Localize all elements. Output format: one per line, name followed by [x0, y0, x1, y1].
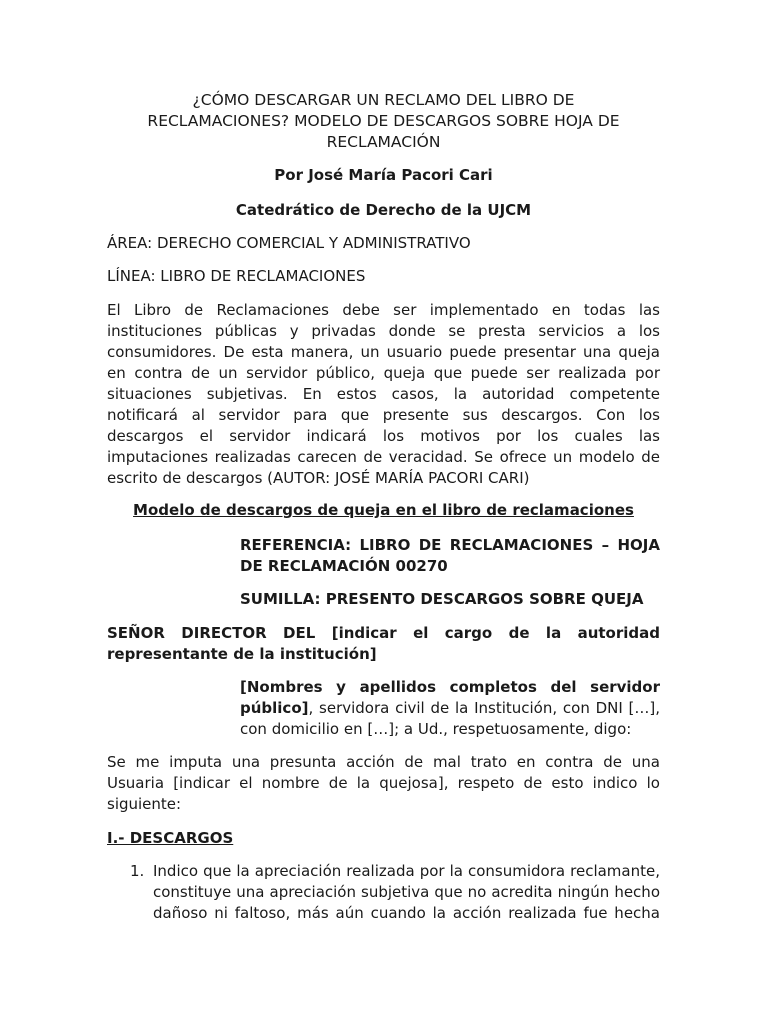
title-line: ¿CÓMO DESCARGAR UN RECLAMO DEL LIBRO DE	[192, 91, 575, 109]
referencia-block	[240, 535, 660, 577]
paragraph-line: Usuaria [indicar el nombre de la quejosa], respeto de esto indico lo	[107, 774, 660, 792]
list-item-line: dañoso ni faltoso, más aún cuando la acción realizada fue hecha	[153, 904, 660, 922]
imputation-paragraph	[107, 752, 660, 815]
paragraph-line: instituciones públicas y privadas donde se presta servicios a los	[107, 322, 660, 340]
section-heading: I.- DESCARGOS	[107, 829, 234, 847]
paragraph-line: El Libro de Reclamaciones debe ser implementado en todas las	[107, 301, 660, 319]
document-title	[107, 90, 660, 153]
paragraph-line: imputaciones realizadas carecen de veracidad. Se ofrece un modelo de	[107, 448, 660, 466]
referencia-line: REFERENCIA: LIBRO DE RECLAMACIONES – HOJA	[240, 536, 660, 554]
petitioner-line: [Nombres y apellidos completos del servidor	[240, 678, 660, 696]
paragraph-line: notificará al servidor para que presente sus descargos. Con los	[107, 406, 660, 424]
list-item-text	[153, 861, 660, 924]
intro-paragraph	[107, 300, 660, 489]
petitioner-bold: público]	[240, 699, 309, 717]
affiliation-line: Catedrático de Derecho de la UJCM	[235, 201, 532, 219]
linea-line: LÍNEA: LIBRO DE RECLAMACIONES	[107, 267, 366, 285]
petitioner-block	[240, 677, 660, 740]
list-item-line: Indico que la apreciación realizada por la consumidora reclamante,	[153, 862, 660, 880]
sumilla-line: SUMILLA: PRESENTO DESCARGOS SOBRE QUEJA	[240, 590, 644, 608]
addressee-line: SEÑOR DIRECTOR DEL [indicar el cargo de la autoridad	[107, 624, 660, 642]
paragraph-line: en contra de un servidor público, queja que puede ser realizada por	[107, 364, 660, 382]
list-item-line: constituye una apreciación subjetiva que no acredita ningún hecho	[153, 883, 660, 901]
paragraph-line: consumidores. De esta manera, un usuario puede presentar una queja	[107, 343, 660, 361]
author-line: Por José María Pacori Cari	[274, 166, 493, 184]
addressee-block	[107, 623, 660, 665]
addressee-line: representante de la institución]	[107, 645, 377, 663]
petitioner-line	[240, 698, 660, 719]
area-line: ÁREA: DERECHO COMERCIAL Y ADMINISTRATIVO	[107, 234, 471, 252]
model-heading: Modelo de descargos de queja en el libro de reclamaciones	[133, 501, 634, 519]
petitioner-line: con domicilio en […]; a Ud., respetuosamente, digo:	[240, 720, 632, 738]
petitioner-rest: , servidora civil de la Institución, con DNI […],	[308, 699, 660, 717]
referencia-line: DE RECLAMACIÓN 00270	[240, 557, 448, 575]
list-item-number: 1.	[130, 862, 145, 880]
title-line: RECLAMACIÓN	[326, 133, 441, 151]
paragraph-line: escrito de descargos (AUTOR: JOSÉ MARÍA PACORI CARI)	[107, 469, 530, 487]
paragraph-line: Se me imputa una presunta acción de mal trato en contra de una	[107, 753, 660, 771]
paragraph-line: situaciones subjetivas. En estos casos, la autoridad competente	[107, 385, 660, 403]
list-item	[130, 861, 660, 927]
paragraph-line: siguiente:	[107, 795, 182, 813]
paragraph-line: descargos el servidor indicará los motivos por los cuales las	[107, 427, 660, 445]
title-line: RECLAMACIONES? MODELO DE DESCARGOS SOBRE HOJA DE	[147, 112, 620, 130]
